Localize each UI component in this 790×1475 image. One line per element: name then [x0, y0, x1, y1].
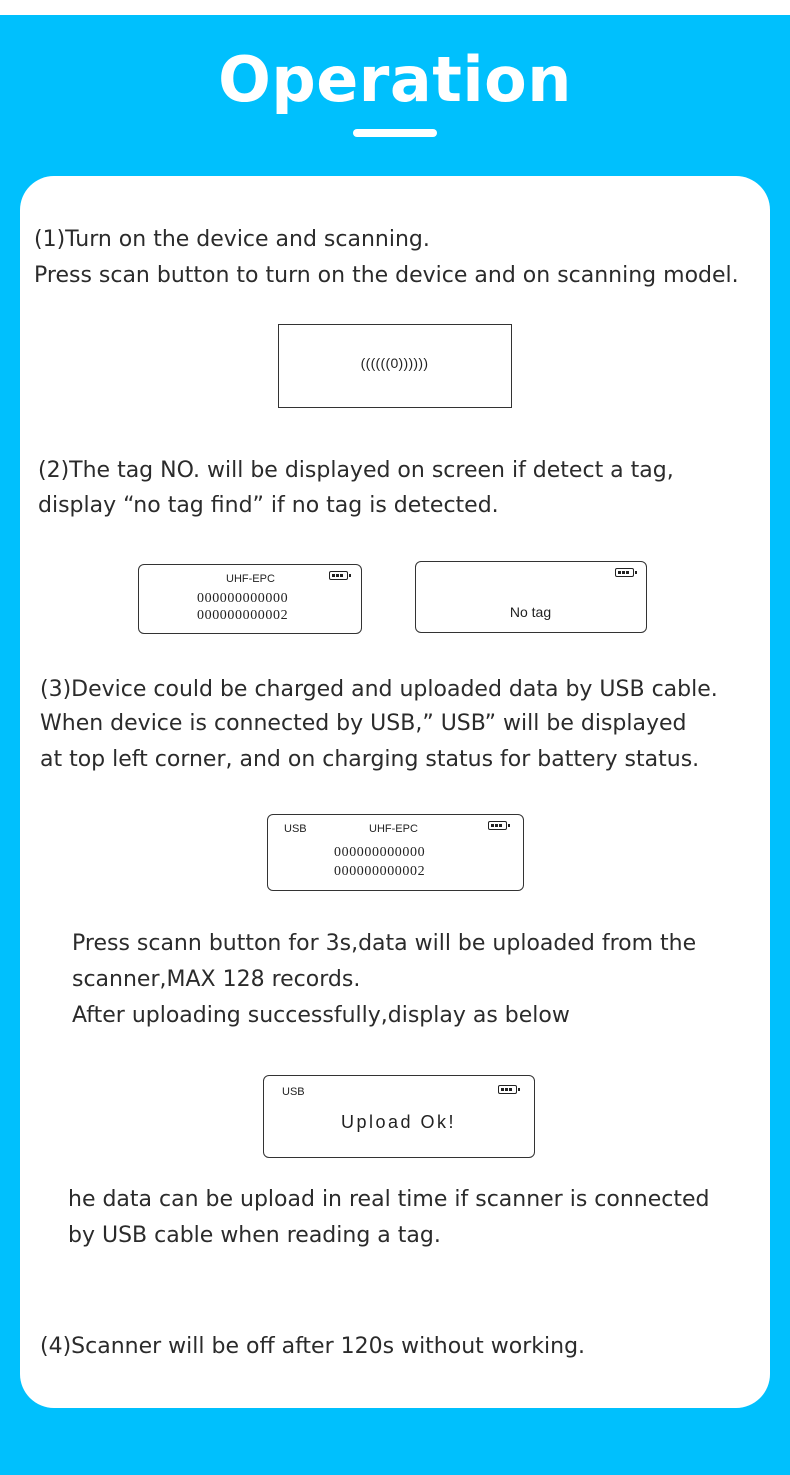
- section3b-line2: scanner,MAX 128 records.: [72, 967, 361, 992]
- section2-line1: (2)The tag NO. will be displayed on screen if detect a tag,: [38, 458, 674, 483]
- usb-label: USB: [284, 823, 307, 835]
- usb-label: USB: [282, 1086, 305, 1098]
- section2-line2: display “no tag find” if no tag is detected.: [38, 493, 499, 518]
- screen-scanning: [278, 324, 512, 408]
- section3b-line1: Press scann button for 3s,data will be uploaded from the: [72, 931, 697, 956]
- no-tag-message: No tag: [509, 604, 552, 620]
- tag-number-row1: 000000000000: [197, 591, 289, 606]
- section1-heading: (1)Turn on the device and scanning.: [34, 227, 430, 252]
- section3c-line1: he data can be upload in real time if scanner is connected: [68, 1187, 710, 1212]
- section1-text: Press scan button to turn on the device and on scanning model.: [34, 263, 739, 288]
- title-underline: [353, 129, 437, 137]
- screen-upload-ok: [263, 1075, 535, 1158]
- screen-mode-label: UHF-EPC: [369, 823, 418, 835]
- battery-icon: [329, 571, 348, 580]
- battery-icon: [615, 568, 634, 577]
- section3c-line2: by USB cable when reading a tag.: [68, 1223, 441, 1248]
- section3-line1: (3)Device could be charged and uploaded data by USB cable.: [40, 677, 718, 702]
- tag-number-row2: 000000000002: [334, 864, 426, 879]
- section3b-line3: After uploading successfully,display as below: [72, 1003, 570, 1028]
- screen-tag-detected: [138, 564, 362, 634]
- section3-line3: at top left corner, and on charging status for battery status.: [40, 747, 700, 772]
- scanning-indicator: ((((((0)))))): [360, 355, 429, 371]
- battery-icon: [488, 821, 507, 830]
- battery-icon: [498, 1085, 517, 1094]
- upload-ok-message: Upload Ok!: [340, 1112, 457, 1132]
- screen-usb-connected: [267, 814, 524, 891]
- screen-no-tag: [415, 561, 647, 633]
- section4-text: (4)Scanner will be off after 120s without working.: [40, 1334, 586, 1359]
- page-title: Operation: [218, 43, 572, 116]
- section3-line2: When device is connected by USB,” USB” will be displayed: [40, 711, 687, 736]
- tag-number-row1: 000000000000: [334, 845, 426, 860]
- screen-mode-label: UHF-EPC: [226, 573, 275, 585]
- tag-number-row2: 000000000002: [197, 608, 289, 623]
